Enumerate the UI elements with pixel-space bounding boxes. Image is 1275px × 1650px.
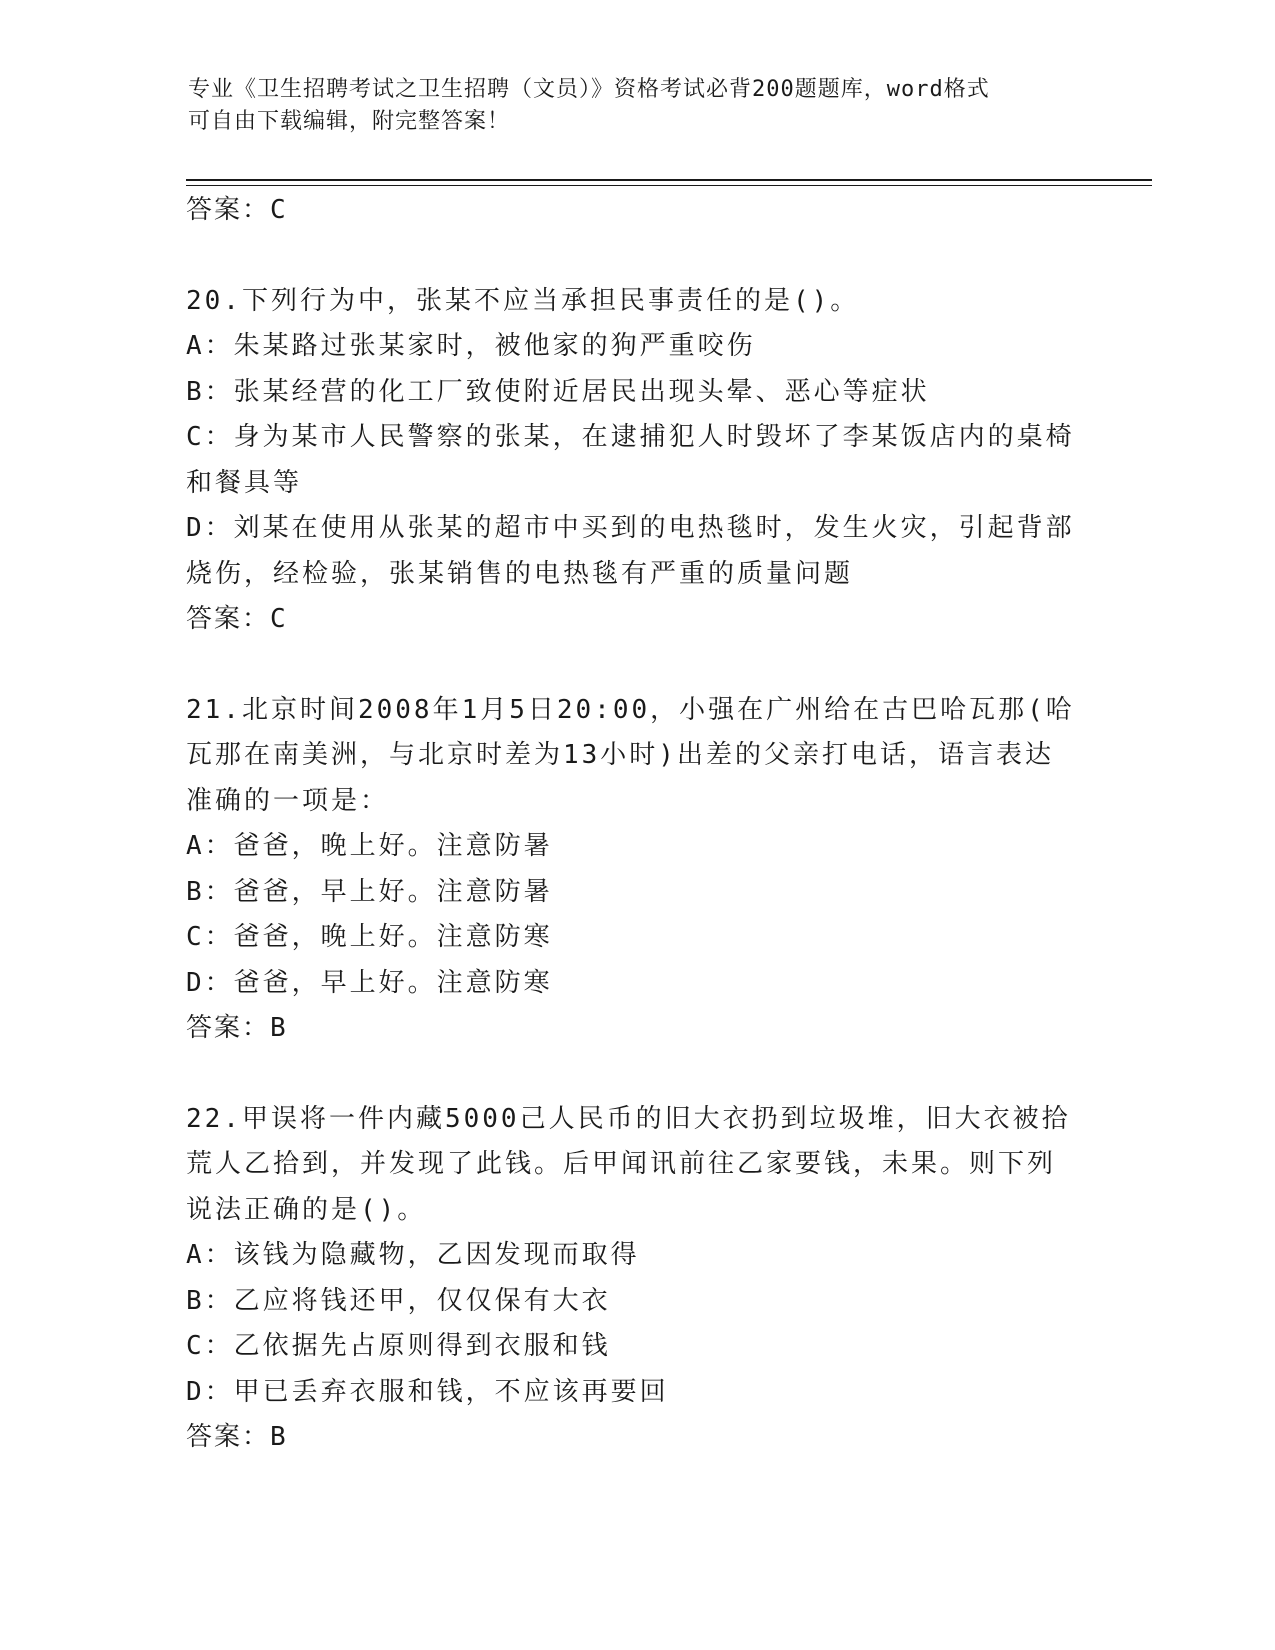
question-stem-continued: 荒人乙拾到，并发现了此钱。后甲闻讯前往乙家要钱，未果。则下列 [186,1149,1057,1179]
spacer [186,643,1086,688]
option-b: B：乙应将钱还甲，仅仅保有大衣 [186,1285,611,1316]
option-c: C：乙依据先占原则得到衣服和钱 [186,1331,611,1361]
question-stem: 21.北京时间2008年1月5日20:00，小强在广州给在古巴哈瓦那(哈 [186,694,1075,725]
question-stem-continued: 说法正确的是()。 [186,1194,427,1225]
document-body [186,188,1086,1461]
option-c-continued: 和餐具等 [186,467,303,498]
question-block-21 [186,688,1086,1052]
option-d-continued: 烧伤，经检验，张某销售的电热毯有严重的质量问题 [186,558,854,589]
spacer [186,1052,1086,1097]
option-d: D：爸爸，早上好。注意防寒 [186,967,553,998]
question-stem-continued: 瓦那在南美洲，与北京时差为13小时)出差的父亲打电话，语言表达 [186,740,1054,770]
option-a: A：爸爸，晚上好。注意防暑 [186,831,553,861]
option-d: D：刘某在使用从张某的超市中买到的电热毯时，发生火灾，引起背部 [186,513,1075,543]
question-stem-continued: 准确的一项是： [186,785,390,816]
document-header [188,74,1088,138]
answer-line: 答案：C [186,195,288,225]
option-c: C：爸爸，晚上好。注意防寒 [186,922,553,952]
question-stem: 22.甲误将一件内藏5000己人民币的旧大衣扔到垃圾堆，旧大衣被拾 [186,1103,1071,1134]
question-stem: 20.下列行为中，张某不应当承担民事责任的是()。 [186,285,860,316]
answer-line: 答案：C [186,604,288,634]
option-d: D：甲已丢弃衣服和钱，不应该再要回 [186,1376,669,1407]
question-block-20 [186,279,1086,643]
header-line-1: 专业《卫生招聘考试之卫生招聘（文员）》资格考试必背200题题库，word格式 [188,77,990,102]
option-c: C：身为某市人民警察的张某，在逮捕犯人时毁坏了李某饭店内的桌椅 [186,422,1075,452]
question-block-22 [186,1097,1086,1461]
answer-line: 答案：B [186,1422,288,1452]
option-a: A：朱某路过张某家时，被他家的狗严重咬伤 [186,331,756,361]
option-b: B：张某经营的化工厂致使附近居民出现头晕、恶心等症状 [186,376,930,407]
header-line-2: 可自由下载编辑，附完整答案！ [188,109,511,134]
option-b: B：爸爸，早上好。注意防暑 [186,876,553,907]
answer-line: 答案：B [186,1013,288,1043]
header-divider-thin [186,185,1152,186]
spacer [186,234,1086,279]
option-a: A：该钱为隐藏物，乙因发现而取得 [186,1240,640,1270]
header-divider-thick [186,179,1152,181]
